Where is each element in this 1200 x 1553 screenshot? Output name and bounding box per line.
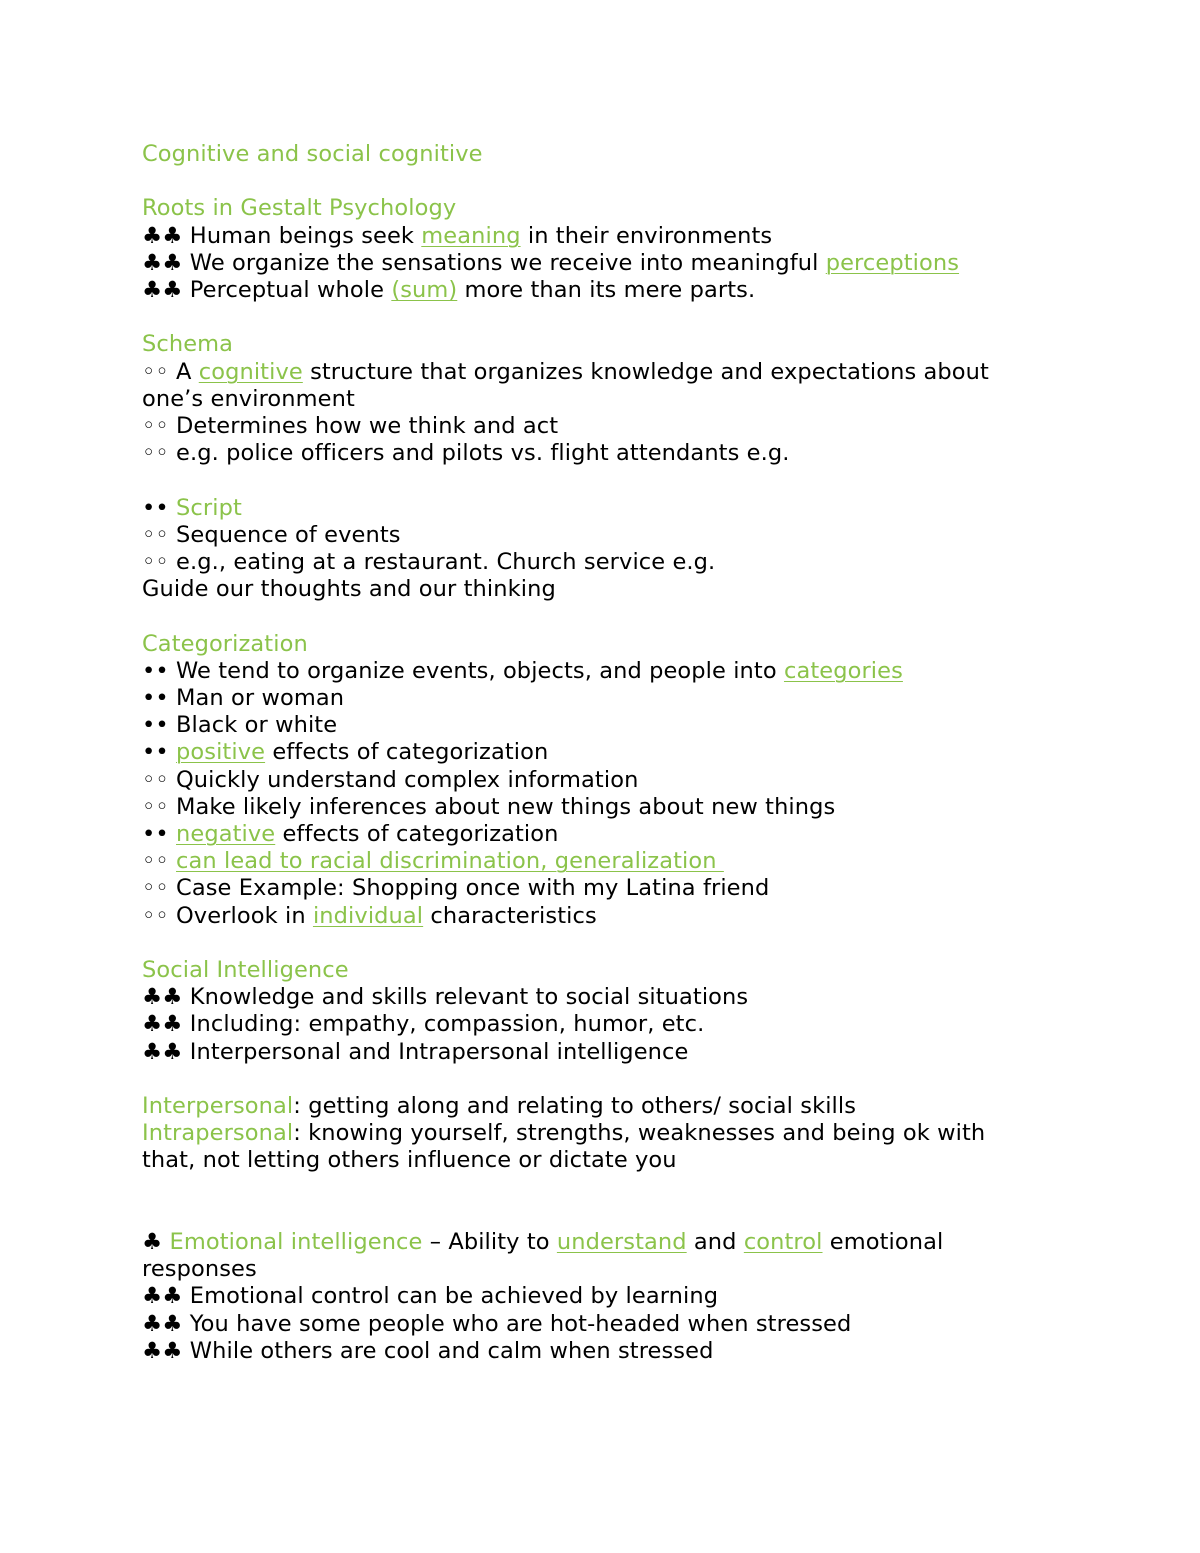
item-text: Black or white — [168, 712, 338, 739]
list-item — [142, 1039, 1042, 1066]
link-categories[interactable]: categories — [783, 657, 903, 684]
dot-bullet-icon: •• — [142, 821, 169, 848]
item-text: characteristics — [423, 902, 597, 929]
spacer — [142, 1175, 1042, 1229]
circle-bullet-icon: ◦◦ — [142, 766, 169, 793]
list-item — [142, 875, 1042, 902]
dot-bullet-icon: •• — [142, 712, 169, 739]
club-bullet-icon: ♣ — [142, 1229, 163, 1256]
item-text: e.g. police officers and pilots vs. flight attendants e.g. — [168, 440, 790, 467]
definition-interpersonal — [142, 1093, 1042, 1120]
item-text: We tend to organize events, objects, and people into — [168, 657, 784, 684]
item-text: Human beings seek — [182, 222, 422, 249]
item-text: Determines how we think and act — [168, 413, 559, 439]
definition-text: : getting along and relating to others/ social skills — [293, 1093, 857, 1120]
spacer — [142, 304, 1042, 331]
item-text: Perceptual whole — [182, 277, 392, 303]
dot-bullet-icon: •• — [142, 494, 169, 521]
item-text: Interpersonal and Intrapersonal intelligence — [182, 1038, 689, 1065]
item-text: Including: empathy, compassion, humor, etc. — [182, 1011, 705, 1038]
circle-bullet-icon: ◦◦ — [142, 549, 169, 575]
list-item — [142, 1011, 1042, 1038]
item-text: in their environments — [520, 222, 773, 249]
item-text: effects of categorization — [275, 821, 559, 848]
dot-bullet-icon: •• — [142, 739, 169, 766]
list-item — [142, 794, 1042, 821]
circle-bullet-icon: ◦◦ — [142, 358, 169, 385]
item-text: structure that organizes knowledge and expectations about — [302, 358, 989, 385]
list-item — [142, 1311, 1042, 1338]
term-intrapersonal: Intrapersonal — [142, 1120, 294, 1147]
circle-bullet-icon: ◦◦ — [142, 902, 169, 929]
item-text: Make likely inferences about new things about new things — [168, 793, 836, 820]
section-heading-social-intelligence: Social Intelligence — [142, 957, 349, 984]
list-item — [142, 413, 1042, 440]
list-item — [142, 522, 1042, 549]
club-bullet-icon: ♣♣ — [142, 1038, 183, 1065]
item-text: You have some people who are hot-headed when stressed — [182, 1310, 852, 1337]
item-text: While others are cool and calm when stressed — [182, 1337, 714, 1364]
circle-bullet-icon: ◦◦ — [142, 848, 169, 875]
link-meaning[interactable]: meaning — [421, 222, 521, 249]
club-bullet-icon: ♣♣ — [142, 277, 183, 303]
section-heading-categorization: Categorization — [142, 630, 308, 657]
link-perceptions[interactable]: perceptions — [825, 249, 960, 276]
list-item — [142, 848, 1042, 875]
item-text: Overlook in — [168, 902, 313, 929]
link-negative[interactable]: negative — [176, 821, 276, 848]
item-text: Case Example: Shopping once with my Latina friend — [168, 875, 770, 902]
item-text: e.g., eating at a restaurant. Church service e.g. — [168, 549, 716, 575]
page-title: Cognitive and social cognitive — [142, 141, 483, 167]
list-item — [142, 658, 1042, 685]
list-item — [142, 767, 1042, 794]
spacer — [142, 603, 1042, 630]
circle-bullet-icon: ◦◦ — [142, 793, 169, 820]
item-text: A — [168, 358, 199, 385]
list-item — [142, 903, 1042, 930]
definition-text: : knowing yourself, strengths, weaknesses and being ok with — [293, 1120, 986, 1147]
spacer — [142, 467, 1042, 494]
list-item — [142, 1283, 1042, 1310]
item-text: more than its mere parts. — [457, 277, 756, 303]
list-item — [142, 440, 1042, 467]
list-item-continued: responses — [142, 1256, 257, 1283]
paragraph-text: Guide our thoughts and our thinking — [142, 576, 556, 603]
item-text: We organize the sensations we receive into meaningful — [182, 249, 826, 276]
item-text: Knowledge and skills relevant to social situations — [182, 984, 749, 1011]
definition-intrapersonal — [142, 1120, 1042, 1147]
list-item — [142, 984, 1042, 1011]
term-interpersonal: Interpersonal — [142, 1093, 294, 1120]
list-item — [142, 359, 1042, 386]
item-text: Man or woman — [168, 685, 345, 711]
definition-continued: that, not letting others influence or dictate you — [142, 1147, 677, 1174]
section-heading-emotional-intelligence: Emotional intelligence — [169, 1229, 423, 1256]
section-heading-script: Script — [176, 494, 242, 521]
spacer — [142, 1066, 1042, 1093]
item-text: Emotional control can be achieved by learning — [182, 1283, 719, 1310]
link-cognitive[interactable]: cognitive — [198, 358, 303, 385]
section-heading-schema: Schema — [142, 331, 234, 358]
dot-bullet-icon: •• — [142, 657, 169, 684]
item-text: – Ability to — [422, 1229, 557, 1256]
club-bullet-icon: ♣♣ — [142, 222, 183, 249]
circle-bullet-icon: ◦◦ — [142, 440, 169, 467]
item-text: Quickly understand complex information — [168, 766, 639, 793]
list-item — [142, 1338, 1042, 1365]
link-individual[interactable]: individual — [312, 902, 424, 929]
circle-bullet-icon: ◦◦ — [142, 875, 169, 902]
list-item — [142, 250, 1042, 277]
document-page — [142, 141, 1042, 1365]
club-bullet-icon: ♣♣ — [142, 1283, 183, 1310]
list-item — [142, 739, 1042, 766]
dot-bullet-icon: •• — [142, 685, 169, 711]
spacer — [142, 168, 1042, 195]
circle-bullet-icon: ◦◦ — [142, 413, 169, 439]
list-item — [142, 685, 1042, 712]
list-item — [142, 549, 1042, 576]
list-item — [142, 712, 1042, 739]
item-text: and — [686, 1229, 744, 1256]
section-heading-gestalt: Roots in Gestalt Psychology — [142, 195, 457, 222]
item-text: Sequence of events — [168, 521, 401, 548]
link-understand[interactable]: understand — [556, 1229, 687, 1256]
link-control[interactable]: control — [743, 1229, 823, 1256]
list-item — [142, 277, 1042, 304]
link-positive[interactable]: positive — [176, 739, 266, 766]
club-bullet-icon: ♣♣ — [142, 1011, 183, 1038]
link-racial-discrimination[interactable]: can lead to racial discrimination, generalization — [176, 848, 724, 875]
item-text: emotional — [822, 1229, 944, 1256]
section-heading-script-line — [142, 495, 1042, 522]
circle-bullet-icon: ◦◦ — [142, 521, 169, 548]
club-bullet-icon: ♣♣ — [142, 984, 183, 1011]
list-item — [142, 821, 1042, 848]
club-bullet-icon: ♣♣ — [142, 1310, 183, 1337]
link-sum[interactable]: (sum) — [391, 277, 458, 303]
club-bullet-icon: ♣♣ — [142, 1337, 183, 1364]
list-item-continued: one’s environment — [142, 385, 355, 412]
list-item — [142, 223, 1042, 250]
club-bullet-icon: ♣♣ — [142, 249, 183, 276]
item-text: effects of categorization — [265, 739, 549, 766]
spacer — [142, 930, 1042, 957]
emotional-intelligence-line — [142, 1229, 1042, 1256]
